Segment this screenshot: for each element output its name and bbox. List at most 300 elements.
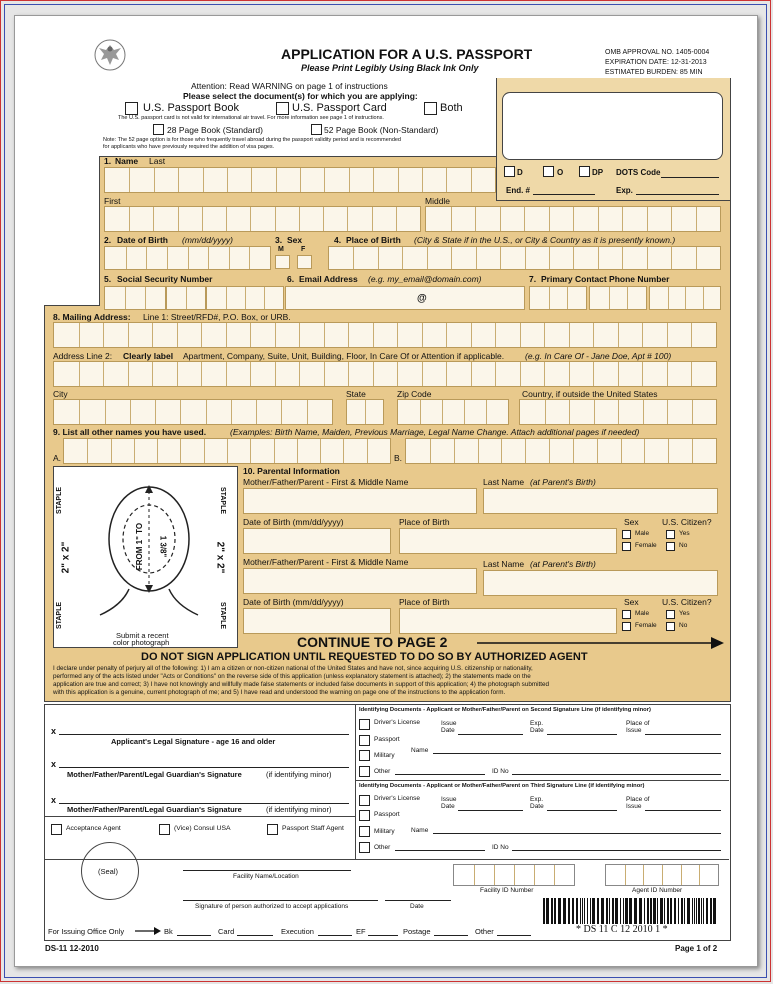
char-box-divider [549,247,550,269]
char-box-divider [373,323,374,347]
char-box-divider [111,439,112,463]
parent2-no-checkbox[interactable] [666,622,675,631]
barcode-bar [597,898,599,924]
f2-number: 2. [104,235,112,245]
52-page-checkbox[interactable] [311,124,322,135]
office-d-checkbox[interactable] [504,166,515,177]
ident3-idno-line[interactable] [512,850,721,851]
barcode-bar [713,898,716,924]
phone-line[interactable] [649,286,721,310]
ssn-part3[interactable] [206,286,284,310]
char-box-divider [573,207,574,231]
ident3-dl-checkbox[interactable] [359,795,370,806]
phone-prefix[interactable] [589,286,647,310]
barcode-bar [653,898,656,924]
ident2-passport-checkbox[interactable] [359,735,370,746]
page-number: Page 1 of 2 [675,944,718,953]
char-box-divider [105,400,106,424]
parent2-last-hint: (at Parent's Birth) [530,559,596,569]
applicant-signature-line[interactable] [59,734,349,735]
facility-id-boxes[interactable] [453,864,575,886]
char-box-divider [126,247,127,269]
barcode-bar [558,898,561,924]
barcode-bar [620,898,621,924]
parent1-female-label: Female [635,542,657,549]
barcode-text: * DS 11 C 12 2010 1 * [576,924,668,935]
ident2-dl-checkbox[interactable] [359,719,370,730]
parent1-last-field[interactable] [483,488,718,514]
ident3-passport-checkbox[interactable] [359,810,370,821]
parent1-male-checkbox[interactable] [622,530,631,539]
ident2-exp-date-line[interactable] [547,734,617,735]
ident2-name-line[interactable] [433,753,721,754]
char-box-divider [703,287,704,309]
char-box-divider [593,362,594,386]
ssn-label: Social Security Number [117,274,213,284]
photo-size-left: 2" x 2" [60,541,72,574]
barcode-bar [701,898,702,924]
char-box-divider [79,362,80,386]
dob-boxes[interactable] [104,246,271,270]
char-box-divider [226,207,227,231]
bk-line[interactable] [177,935,211,936]
52-page-label: 52 Page Book (Non-Standard) [324,125,439,135]
guardian-signature-hint-1: (if identifying minor) [266,770,332,779]
char-box-divider [373,168,374,192]
barcode-bar [634,898,637,924]
char-box-divider [87,439,88,463]
parent1-first-label: Mother/Father/Parent - First & Middle Name [243,477,409,487]
arrow-right-small-icon [135,927,161,935]
char-box-divider [146,247,147,269]
office-o-checkbox[interactable] [543,166,554,177]
guardian-signature-line-2[interactable] [59,803,349,804]
sig3-x: x [51,795,57,805]
parent1-dob-field[interactable] [243,528,391,554]
guardian-signature-line-1[interactable] [59,767,349,768]
vice-consul-checkbox[interactable] [159,824,170,835]
char-box-divider [281,400,282,424]
photo-submit-line1: Submit a recent [116,631,169,640]
char-box-divider [464,400,465,424]
other-names-label: 9. List all other names you have used. [53,427,207,437]
card-line[interactable] [237,935,273,936]
ident2-poi-line[interactable] [645,734,721,735]
char-box-divider [430,439,431,463]
char-box-divider [152,362,153,386]
dob-label: Date of Birth [117,235,168,245]
char-box-divider [643,400,644,424]
char-box-divider [451,247,452,269]
char-box-divider [227,168,228,192]
parent1-no-label: No [679,542,688,549]
page-option-note: Note: The 52 page option is for those who frequently travel abroad during the passport validity period and is recommended [103,137,401,143]
ident2-poi2: Issue [626,727,642,734]
photo-submit-line2: color photograph [113,638,170,647]
barcode-bar [674,898,676,924]
char-box-divider [125,287,126,309]
passport-book-label: U.S. Passport Book [143,102,239,114]
char-box-divider [699,865,700,885]
parent1-yes-checkbox[interactable] [666,530,675,539]
facility-id-label: Facility ID Number [480,887,534,894]
f7-number: 7. [529,274,537,284]
guardian-signature-label-1: Mother/Father/Parent/Legal Guardian's Signature [67,770,242,779]
char-box-divider [500,247,501,269]
char-box-divider [647,247,648,269]
exp-label: Exp. [616,186,633,195]
char-box-divider [275,362,276,386]
eagle-seal-icon [93,38,127,72]
char-box-divider [446,362,447,386]
barcode-bar [587,898,588,924]
char-box-divider [442,400,443,424]
ident3-name-line[interactable] [433,833,721,834]
parent2-male-checkbox[interactable] [622,610,631,619]
char-box-divider [201,362,202,386]
parent2-citizen-label: U.S. Citizen? [662,597,712,607]
other-name-b-boxes[interactable] [405,438,717,464]
form-subtitle: Please Print Legibly Using Black Ink Only [301,63,479,73]
parent1-pob-label: Place of Birth [399,517,450,527]
char-box-divider [667,323,668,347]
postage-label: Postage [403,927,431,936]
char-box-divider [251,168,252,192]
sex-f-label: F [301,246,306,253]
ident3-title: Identifying Documents - Applicant or Mother/Father/Parent on Third Signature Line (if identifying minor) [359,783,645,789]
char-box-divider [471,323,472,347]
passport-staff-checkbox[interactable] [267,824,278,835]
ssn-part2[interactable] [166,286,206,310]
passport-book-checkbox[interactable] [125,102,138,115]
address-line2-example: (e.g. In Care Of - Jane Doe, Apt # 100) [525,351,672,361]
zip-label: Zip Code [397,389,432,399]
vice-consul-label: (Vice) Consul USA [174,825,231,832]
char-box-divider [625,865,626,885]
parent1-pob-field[interactable] [399,528,617,554]
ident2-idno-line[interactable] [512,774,721,775]
f5-number: 5. [104,274,112,284]
char-box-divider [348,362,349,386]
char-box-divider [525,247,526,269]
middle-name-label: Middle [425,196,451,206]
passport-form-page [14,15,758,967]
char-box-divider [188,247,189,269]
parent2-yes-checkbox[interactable] [666,610,675,619]
estimated-burden: ESTIMATED BURDEN: 85 MIN [605,69,703,76]
parent1-first-field[interactable] [243,488,477,514]
char-box-divider [514,865,515,885]
mailing-address-label: 8. Mailing Address: [53,312,131,322]
char-box-divider [300,168,301,192]
char-box-divider [157,439,158,463]
char-box-divider [681,865,682,885]
barcode-bar [706,898,708,924]
char-box-divider [250,362,251,386]
char-box-divider [324,323,325,347]
char-box-divider [569,400,570,424]
sex-f-box[interactable] [297,255,312,269]
barcode-bar [660,898,663,924]
phone-area[interactable] [529,286,587,310]
char-box-divider [593,323,594,347]
char-box-divider [396,207,397,231]
attention-note: Attention: Read WARNING on page 1 of instructions [191,81,388,91]
parent2-last-field[interactable] [483,570,718,596]
char-box-divider [618,362,619,386]
barcode-bar [681,898,683,924]
ident-divider [356,780,729,781]
postage-line[interactable] [434,935,468,936]
char-box-divider [180,439,181,463]
parent1-male-label: Male [635,530,650,537]
last-name-boxes[interactable] [104,167,496,193]
barcode-bar [592,898,595,924]
char-box-divider [627,287,628,309]
barcode-bar [623,898,624,924]
execution-line[interactable] [318,935,352,936]
ident2-issue: Issue [441,720,457,727]
char-box-divider [206,400,207,424]
char-box-divider [324,168,325,192]
char-box-divider [647,207,648,231]
28-page-checkbox[interactable] [153,124,164,135]
office-o-label: O [557,168,564,177]
phone-label: Primary Contact Phone Number [541,274,670,284]
char-box-divider [642,323,643,347]
photo-size-right: 2" x 2" [214,541,226,574]
char-box-divider [667,362,668,386]
ident2-poi: Place of [626,720,650,727]
passport-card-label: U.S. Passport Card [292,102,387,114]
agent-id-label: Agent ID Number [632,887,683,894]
barcode-bar [546,898,549,924]
barcode-bar [612,898,614,924]
do-not-sign-warning: DO NOT SIGN APPLICATION UNTIL REQUESTED TO DO SO BY AUTHORIZED AGENT [141,651,588,663]
char-box-divider [573,247,574,269]
sex-m-box[interactable] [275,255,290,269]
barcode [543,898,719,924]
ident3-issue-date-line[interactable] [458,810,523,811]
char-box-divider [250,323,251,347]
char-box-divider [245,287,246,309]
ssn-part1[interactable] [104,286,166,310]
char-box-divider [79,323,80,347]
char-box-divider [348,323,349,347]
barcode-bar [698,898,700,924]
char-box-divider [622,247,623,269]
f1-number: 1. [104,156,112,166]
staple-label-tl: STAPLE [56,486,64,515]
char-box-divider [476,247,477,269]
passport-staff-label: Passport Staff Agent [282,825,344,832]
card-label: Card [218,927,235,936]
office-stamp-area [502,92,723,160]
address-line1-label: Line 1: Street/RFD#, P.O. Box, or URB. [143,312,291,322]
ident2-other-checkbox[interactable] [359,766,370,777]
first-name-boxes[interactable] [104,206,421,232]
parent2-pob-label: Place of Birth [399,597,450,607]
ident3-poi: Place of [626,796,650,803]
barcode-bar [647,898,649,924]
step-line [44,305,100,306]
char-box-divider [618,323,619,347]
ef-line[interactable] [368,935,398,936]
barcode-bar [568,898,570,924]
barcode-bar [687,898,690,924]
country-boxes[interactable] [519,399,717,425]
email-field[interactable] [285,286,525,310]
char-box-divider [427,247,428,269]
exp-line[interactable] [636,194,719,195]
other-line[interactable] [497,935,531,936]
char-box-divider [474,865,475,885]
char-box-divider [79,400,80,424]
end-number-line[interactable] [533,194,595,195]
char-box-divider [154,168,155,192]
state-boxes[interactable] [346,399,384,425]
country-label: Country, if outside the United States [522,389,658,399]
other-name-a-boxes[interactable] [63,438,391,464]
ident3-other-line[interactable] [395,850,485,851]
char-box-divider [544,323,545,347]
char-box-divider [609,287,610,309]
f4-number: 4. [334,235,342,245]
char-box-divider [692,439,693,463]
office-dp-checkbox[interactable] [579,166,590,177]
ident2-other-line[interactable] [395,774,485,775]
char-box-divider [167,247,168,269]
parent2-first-field[interactable] [243,568,477,594]
omb-number: OMB APPROVAL NO. 1405-0004 [605,49,710,56]
dots-code-label: DOTS Code [616,168,661,177]
parent1-female-checkbox[interactable] [622,542,631,551]
char-box-divider [134,439,135,463]
char-box-divider [494,865,495,885]
char-box-divider [696,207,697,231]
char-box-divider [545,400,546,424]
other-names-hint: (Examples: Birth Name, Maiden, Previous Marriage, Legal Name Change. Attach additional pages if needed) [230,427,640,437]
char-box-divider [226,323,227,347]
char-box-divider [569,323,570,347]
char-box-divider [153,207,154,231]
char-box-divider [501,439,502,463]
char-box-divider [668,439,669,463]
last-name-label: Last [149,156,166,166]
bk-label: Bk [164,927,173,936]
seal-label: (Seal) [98,867,119,876]
parent1-no-checkbox[interactable] [666,542,675,551]
char-box-divider [307,400,308,424]
char-box-divider [378,247,379,269]
barcode-bar [563,898,566,924]
char-box-divider [495,362,496,386]
char-box-divider [454,439,455,463]
ident2-name-label: Name [411,747,429,754]
char-box-divider [422,362,423,386]
middle-name-boxes[interactable] [425,206,721,232]
form-title: APPLICATION FOR A U.S. PASSPORT [281,46,533,62]
barcode-bar [590,898,591,924]
pob-hint: (City & State if in the U.S., or City & Country as it is presently known.) [414,235,676,245]
facility-line[interactable] [183,870,351,871]
ident3-exp-date-line[interactable] [547,810,617,811]
char-box-divider [103,323,104,347]
parental-info-label: 10. Parental Information [243,466,340,476]
parent2-pob-field[interactable] [399,608,617,634]
ident3-poi-line[interactable] [645,810,721,811]
card-note: The U.S. passport card is not valid for international air travel. For more information see page 1 of instructions. [118,115,384,121]
dob-format: (mm/dd/yyyy) [182,235,233,245]
other-label: Other [475,927,494,936]
address-clearly-label: Clearly label [123,351,174,361]
char-box-divider [397,323,398,347]
pob-boxes[interactable] [328,246,721,270]
char-box-divider [643,865,644,885]
address-line2-boxes[interactable] [53,361,717,387]
char-box-divider [274,439,275,463]
pob-label: Place of Birth [346,235,401,245]
barcode-bar [606,898,608,924]
sex-label: Sex [287,235,303,245]
head-outline-icon [94,477,204,627]
section-divider-h [44,816,356,817]
ident2-military-label: Military [374,752,395,759]
email-hint: (e.g. my_email@domain.com) [368,274,482,284]
char-box-divider [495,323,496,347]
char-box-divider [446,168,447,192]
char-box-divider [177,362,178,386]
barcode-bar [664,898,665,924]
accept-date-line[interactable] [385,900,451,901]
parent2-female-checkbox[interactable] [622,622,631,631]
dots-code-line[interactable] [661,177,719,178]
barcode-bar [609,898,610,924]
ident3-military-checkbox[interactable] [359,826,370,837]
parent2-female-label: Female [635,622,657,629]
char-box-divider [128,362,129,386]
barcode-bar [639,898,642,924]
acceptance-agent-checkbox[interactable] [51,824,62,835]
char-box-divider [320,439,321,463]
char-box-divider [129,168,130,192]
agent-id-boxes[interactable] [605,864,719,886]
address-line1-boxes[interactable] [53,322,717,348]
city-boxes[interactable] [53,399,333,425]
both-checkbox[interactable] [424,102,437,115]
photo-from-label: FROM 1" TO [135,522,145,571]
facility-label: Facility Name/Location [233,873,299,880]
staple-label-tr: STAPLE [219,486,227,515]
ident3-exp-date: Date [530,803,544,810]
passport-card-checkbox[interactable] [276,102,289,115]
declaration-line-1: I declare under penalty of perjury all of the following: 1) I am a citizen or non-citizen national of the United States and have not, since acquiring U.S. citizenship or nationality, [53,665,533,672]
authorized-signature-line[interactable] [183,900,378,901]
ident2-military-checkbox[interactable] [359,750,370,761]
char-box-divider [343,439,344,463]
ident3-other-checkbox[interactable] [359,842,370,853]
char-box-divider [622,207,623,231]
barcode-bar [692,898,693,924]
parent2-dob-field[interactable] [243,608,391,634]
char-box-divider [671,207,672,231]
ident2-issue-date-line[interactable] [458,734,523,735]
char-box-divider [475,207,476,231]
char-box-divider [569,362,570,386]
char-box-divider [145,287,146,309]
zip-boxes[interactable] [397,399,509,425]
barcode-bar [582,898,583,924]
